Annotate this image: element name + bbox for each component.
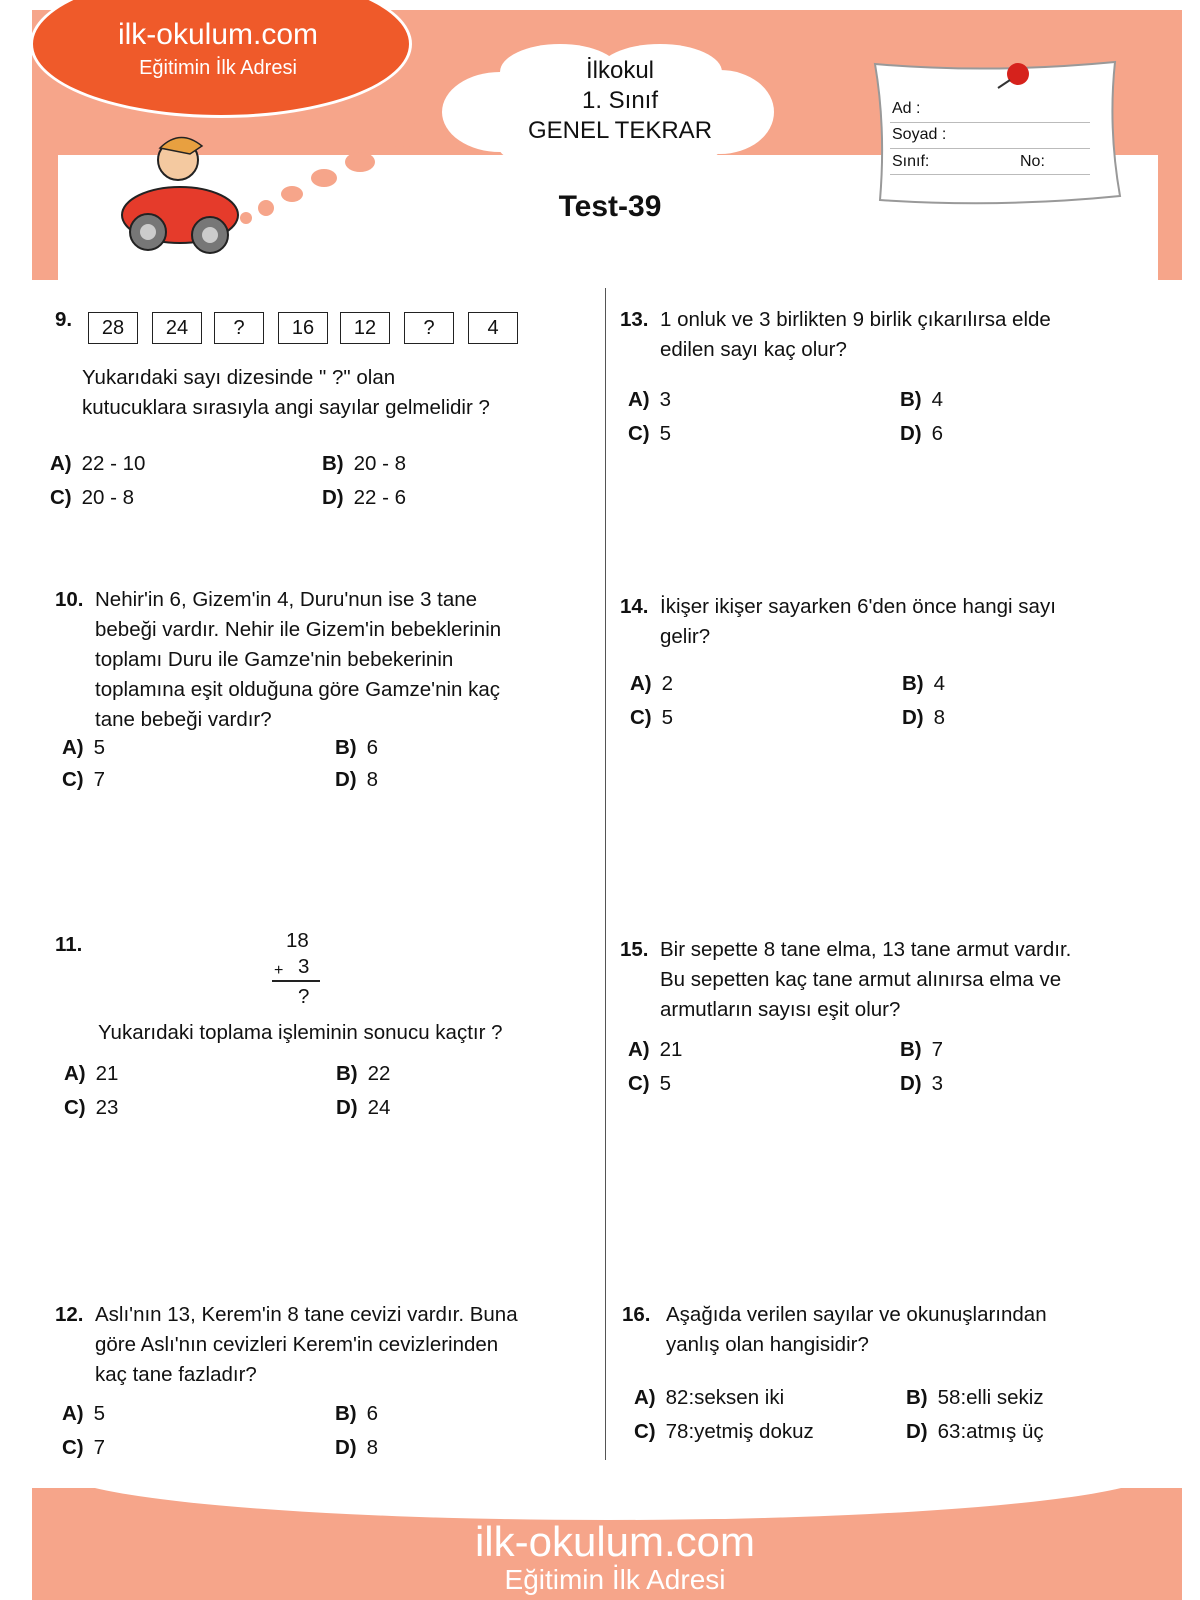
q10-number: 10. <box>55 588 84 611</box>
q9-option-a[interactable]: A) 22 - 10 <box>50 452 146 475</box>
q9-text-line: Yukarıdaki sayı dizesinde " ?" olan <box>82 366 396 389</box>
logo-slogan: Eğitimin İlk Adresi <box>139 57 297 79</box>
q14-option-b[interactable]: B) 4 <box>902 672 946 695</box>
logo-site: ilk-okulum.com <box>117 18 319 51</box>
q10-option-b[interactable]: B) 6 <box>335 736 379 759</box>
q13-option-d[interactable]: D) 6 <box>900 422 944 445</box>
q11-plus: + <box>274 962 284 979</box>
q11-option-d[interactable]: D) 24 <box>336 1096 391 1119</box>
subject-label: GENEL TEKRAR <box>527 117 713 144</box>
q13-option-a[interactable]: A) 3 <box>628 388 672 411</box>
q16-option-b[interactable]: B) 58:elli sekiz <box>906 1386 1044 1409</box>
surname-line <box>890 148 1090 149</box>
q9-seq-box: 12 <box>340 312 390 344</box>
q9-option-c[interactable]: C) 20 - 8 <box>50 486 135 509</box>
q9-seq-box: 28 <box>88 312 138 344</box>
q16-option-a[interactable]: A) 82:seksen iki <box>634 1386 785 1409</box>
q15-text: Bir sepette 8 tane elma, 13 tane armut vardır. Bu sepetten kaç tane armut alınırsa elma ve armutların sayısı eşit olur? <box>660 938 1072 1021</box>
test-title: Test-39 <box>558 190 662 223</box>
surname-label: Soyad : <box>892 126 947 143</box>
q11-option-c[interactable]: C) 23 <box>64 1096 119 1119</box>
q9-seq-box: ? <box>404 312 454 344</box>
name-label: Ad : <box>892 100 921 117</box>
q11-addend-2: 3 <box>298 955 310 978</box>
q13-text: 1 onluk ve 3 birlikten 9 birlik çıkarılırsa elde edilen sayı kaç olur? <box>660 308 1051 361</box>
q9-seq-box: 16 <box>278 312 328 344</box>
q11-option-b[interactable]: B) 22 <box>336 1062 391 1085</box>
grade-label: 1. Sınıf <box>581 87 659 114</box>
school-label: İlkokul <box>585 57 655 84</box>
q14-option-a[interactable]: A) 2 <box>630 672 674 695</box>
q11-number: 11. <box>55 933 83 956</box>
q10-option-c[interactable]: C) 7 <box>62 768 106 791</box>
q14-text: İkişer ikişer sayarken 6'den önce hangi sayı gelir? <box>660 595 1056 648</box>
q11-text: Yukarıdaki toplama işleminin sonucu kaçtır ? <box>98 1021 503 1044</box>
q13-option-b[interactable]: B) 4 <box>900 388 944 411</box>
column-divider <box>605 288 606 1460</box>
q16-text: Aşağıda verilen sayılar ve okunuşlarından yanlış olan hangisidir? <box>666 1303 1047 1356</box>
name-line <box>890 122 1090 123</box>
q9-number: 9. <box>55 308 73 331</box>
footer-site: ilk-okulum.com <box>474 1518 756 1565</box>
q10-text: Nehir'in 6, Gizem'in 4, Duru'nun ise 3 tane bebeği vardır. Nehir ile Gizem'in bebeklerinin toplamı Duru ile Gamze'nin bebekerinin toplamına eşit olduğuna göre Gamze'nin kaç tane bebeği vardır? <box>95 588 502 731</box>
car-illustration <box>120 120 450 260</box>
footer-slogan: Eğitimin İlk Adresi <box>504 1564 726 1595</box>
student-info-card <box>870 58 1124 198</box>
q15-option-b[interactable]: B) 7 <box>900 1038 944 1061</box>
q16-option-d[interactable]: D) 63:atmış üç <box>906 1420 1044 1443</box>
q13-option-c[interactable]: C) 5 <box>628 422 672 445</box>
q9-text-line: kutucuklara sırasıyla angi sayılar gelmelidir ? <box>82 396 490 419</box>
q14-option-d[interactable]: D) 8 <box>902 706 946 729</box>
q14-number: 14. <box>620 595 649 618</box>
q15-option-d[interactable]: D) 3 <box>900 1072 944 1095</box>
q9-seq-box: ? <box>214 312 264 344</box>
number-label: No: <box>1020 153 1045 170</box>
q11-addend-1: 18 <box>286 929 309 952</box>
q15-option-c[interactable]: C) 5 <box>628 1072 672 1095</box>
q9-seq-box: 4 <box>468 312 518 344</box>
q11-sum-line <box>272 980 320 982</box>
q15-number: 15. <box>620 938 649 961</box>
q10-option-d[interactable]: D) 8 <box>335 768 379 791</box>
q9-option-b[interactable]: B) 20 - 8 <box>322 452 407 475</box>
q16-number: 16. <box>622 1303 651 1326</box>
q16-option-c[interactable]: C) 78:yetmiş dokuz <box>634 1420 814 1443</box>
q13-number: 13. <box>620 308 649 331</box>
q12-option-a[interactable]: A) 5 <box>62 1402 106 1425</box>
q12-option-c[interactable]: C) 7 <box>62 1436 106 1459</box>
q12-option-b[interactable]: B) 6 <box>335 1402 379 1425</box>
q14-option-c[interactable]: C) 5 <box>630 706 674 729</box>
title-block <box>490 56 750 146</box>
q9-seq-box: 24 <box>152 312 202 344</box>
class-line <box>890 174 1090 175</box>
class-label: Sınıf: <box>892 153 930 170</box>
q9-option-d[interactable]: D) 22 - 6 <box>322 486 407 509</box>
q12-option-d[interactable]: D) 8 <box>335 1436 379 1459</box>
q11-option-a[interactable]: A) 21 <box>64 1062 119 1085</box>
q12-text: Aslı'nın 13, Kerem'in 8 tane cevizi vardır. Buna göre Aslı'nın cevizleri Kerem'in cevizlerinden kaç tane fazladır? <box>95 1303 518 1386</box>
q10-option-a[interactable]: A) 5 <box>62 736 106 759</box>
q15-option-a[interactable]: A) 21 <box>628 1038 683 1061</box>
q11-result: ? <box>298 985 310 1008</box>
q12-number: 12. <box>55 1303 84 1326</box>
